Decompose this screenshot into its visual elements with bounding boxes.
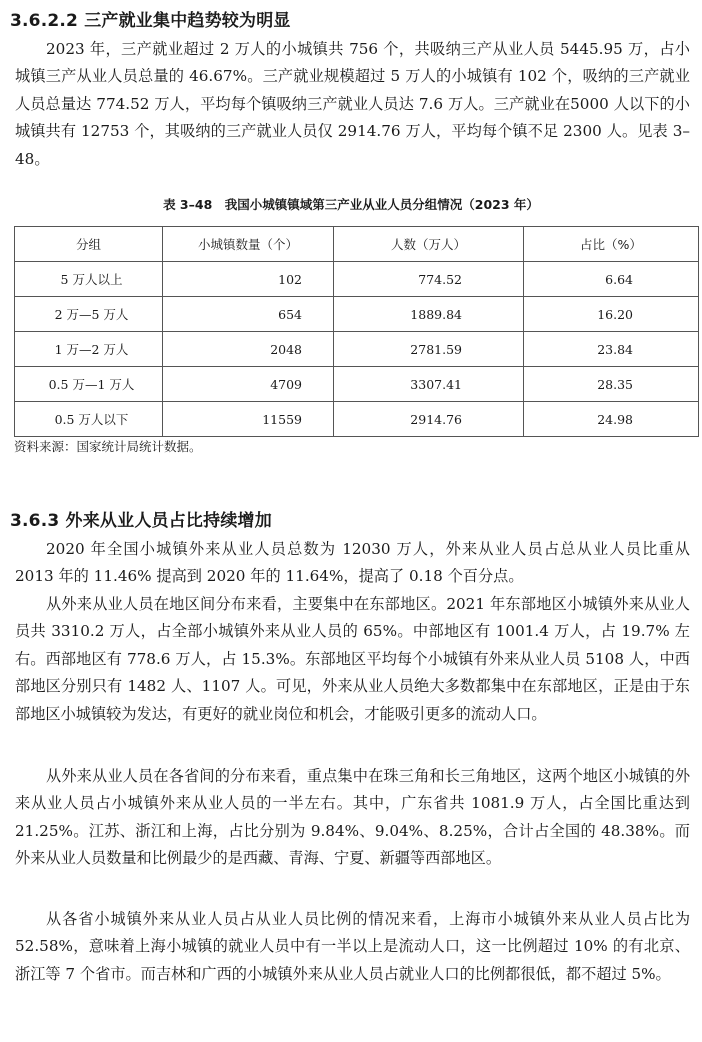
table-row xyxy=(15,402,699,437)
paragraph-tertiary-employment: 2023 年，三产就业超过 2 万人的小城镇共 756 个，共吸纳三产从业人员 5445.95 万，占小城镇三产从业人员总量的 46.67%。三产就业规模超过 5 万人的小城镇有 102 个，吸纳的三产就业人员总量达 774.52 万人，平均每个镇吸纳三产就业人员达 7.6 万人。三产就业在5000 人以下的小城镇共有 12753 个，其吸纳的三产就业人员仅 2914.76 万人，平均每个镇不足 2300 人。见表 3–48。 xyxy=(15,40,690,168)
table-row xyxy=(15,262,699,297)
cell-share: 16.20 xyxy=(524,297,699,332)
cell-share: 6.64 xyxy=(524,262,699,297)
header-share: 占比（%） xyxy=(524,227,699,262)
paragraph-provincial-ratio: 从各省小城镇外来从业人员占从业人员比例的情况来看，上海市小城镇外来从业人员占比为 52.58%，意味着上海小城镇的就业人员中有一半以上是流动人口，这一比例超过 10% 的有北京、浙江等 7 个省市。而吉林和广西的小城镇外来从业人员占就业人口的比例都很低，都不超过 5%。 xyxy=(15,910,690,983)
cell-group: 0.5 万—1 万人 xyxy=(15,367,163,402)
cell-share: 28.35 xyxy=(524,367,699,402)
cell-share: 23.84 xyxy=(524,332,699,367)
table-row xyxy=(15,297,699,332)
header-people: 人数（万人） xyxy=(334,227,524,262)
cell-people: 1889.84 xyxy=(334,297,524,332)
section-heading-3-6-3: 3.6.3 外来从业人员占比持续增加 xyxy=(10,511,272,531)
cell-count: 654 xyxy=(163,297,334,332)
section-heading-3-6-2-2: 3.6.2.2 三产就业集中趋势较为明显 xyxy=(10,11,291,31)
cell-count: 11559 xyxy=(163,402,334,437)
paragraph-provincial-distribution: 从外来从业人员在各省间的分布来看，重点集中在珠三角和长三角地区，这两个地区小城镇的外来从业人员占小城镇外来从业人员的一半左右。其中，广东省共 1081.9 万人，占全国比重达到 21.25%。江苏、浙江和上海，占比分别为 9.84%、9.04%、8.25%，合计占全国的 48.38%。而外来从业人员数量和比例最少的是西藏、青海、宁夏、新疆等西部地区。 xyxy=(15,767,690,868)
table-row xyxy=(15,332,699,367)
cell-people: 3307.41 xyxy=(334,367,524,402)
cell-group: 5 万人以上 xyxy=(15,262,163,297)
cell-people: 774.52 xyxy=(334,262,524,297)
cell-people: 2914.76 xyxy=(334,402,524,437)
cell-share: 24.98 xyxy=(524,402,699,437)
header-count: 小城镇数量（个） xyxy=(163,227,334,262)
cell-group: 0.5 万人以下 xyxy=(15,402,163,437)
cell-group: 1 万—2 万人 xyxy=(15,332,163,367)
table-row xyxy=(15,367,699,402)
cell-count: 2048 xyxy=(163,332,334,367)
cell-group: 2 万—5 万人 xyxy=(15,297,163,332)
cell-people: 2781.59 xyxy=(334,332,524,367)
table-caption: 表 3–48 我国小城镇镇域第三产业从业人员分组情况（2023 年） xyxy=(163,197,539,212)
data-table xyxy=(14,226,699,437)
table-source-note: 资料来源：国家统计局统计数据。 xyxy=(14,439,202,454)
cell-count: 4709 xyxy=(163,367,334,402)
header-group: 分组 xyxy=(15,227,163,262)
cell-count: 102 xyxy=(163,262,334,297)
table-header-row xyxy=(15,227,699,262)
paragraph-regional-distribution: 从外来从业人员在地区间分布来看，主要集中在东部地区。2021 年东部地区小城镇外来从业人员共 3310.2 万人，占全部小城镇外来从业人员的 65%。中部地区有 1001.4 万人，占 19.7% 左右。西部地区有 778.6 万人，占 15.3%。东部地区平均每个小城镇有外来从业人员 5108 人，中西部地区分别只有 1482 人、1107 人。可见，外来从业人员绝大多数都集中在东部地区，正是由于东部地区小城镇较为发达，有更好的就业岗位和机会，才能吸引更多的流动人口。 xyxy=(15,595,690,723)
paragraph-migrant-total: 2020 年全国小城镇外来从业人员总数为 12030 万人，外来从业人员占总从业人员比重从 2013 年的 11.46% 提高到 2020 年的 11.64%，提高了 0.18 个百分点。 xyxy=(15,540,690,586)
